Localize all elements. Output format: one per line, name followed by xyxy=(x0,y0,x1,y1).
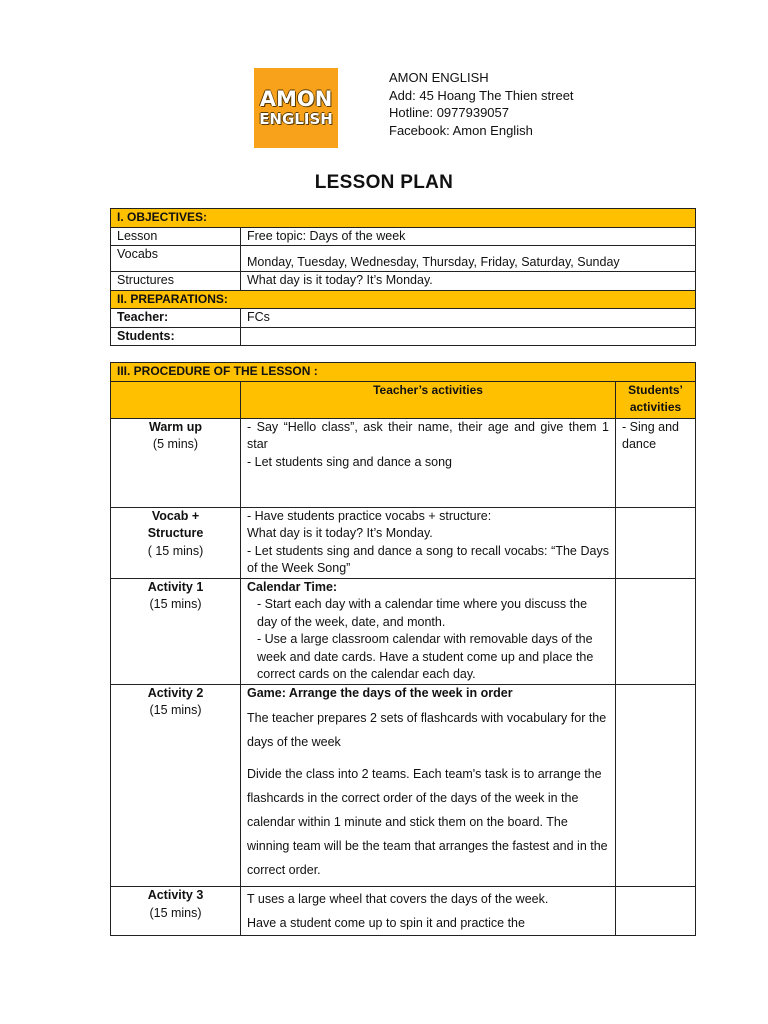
column-students-line-1: Students’ xyxy=(628,382,683,397)
objectives-header: I. OBJECTIVES: xyxy=(111,209,696,228)
table-row xyxy=(111,327,696,346)
vocabs-value: Monday, Tuesday, Wednesday, Thursday, Friday, Saturday, Sunday xyxy=(241,246,696,272)
table-row xyxy=(111,227,696,246)
procedure-column-row xyxy=(111,381,696,418)
activity1-heading: Calendar Time: xyxy=(247,579,338,594)
preparations-header: II. PREPARATIONS: xyxy=(111,290,696,309)
warmup-teacher-1: - Say “Hello class”, ask their name, their age and give them 1 star xyxy=(247,419,609,451)
activity2-heading: Game: Arrange the days of the week in order xyxy=(247,685,513,700)
objectives-table xyxy=(110,208,696,346)
structures-label: Structures xyxy=(111,272,241,291)
page-title: LESSON PLAN xyxy=(314,172,454,193)
table-row xyxy=(111,887,696,936)
warmup-students: - Sing and dance xyxy=(616,418,696,507)
vocab-teacher xyxy=(241,507,616,578)
table-row xyxy=(111,684,696,887)
column-teacher-activities: Teacher’s activities xyxy=(241,381,616,418)
activity1-students xyxy=(616,578,696,684)
warmup-name: Warm up xyxy=(148,419,202,434)
company-address: Add: 45 Hoang The Thien street xyxy=(389,87,574,103)
activity3-teacher xyxy=(241,887,616,936)
activity1-teacher-1: - Start each day with a calendar time where you discuss the day of the week, date, and month. xyxy=(257,597,588,629)
activity3-time: (15 mins) xyxy=(149,905,202,920)
procedure-table xyxy=(110,362,696,936)
vocab-teacher-3: - Let students sing and dance a song to recall vocabs: “The Days of the Week Song” xyxy=(247,543,609,575)
activity3-stage xyxy=(111,887,241,936)
objectives-header-row xyxy=(111,209,696,228)
logo-line-1: AMON xyxy=(259,87,333,111)
activity2-teacher xyxy=(241,684,616,887)
company-name: AMON ENGLISH xyxy=(389,70,489,85)
activity1-stage xyxy=(111,578,241,684)
column-stage xyxy=(111,381,241,418)
vocab-time: ( 15 mins) xyxy=(147,543,204,558)
warmup-stage xyxy=(111,418,241,507)
activity2-teacher-1: The teacher prepares 2 sets of flashcards with vocabulary for the days of the week xyxy=(247,711,607,749)
vocab-name-1: Vocab + xyxy=(151,508,200,523)
activity2-name: Activity 2 xyxy=(147,685,204,700)
structures-value: What day is it today? It’s Monday. xyxy=(241,272,696,291)
vocab-teacher-1: - Have students practice vocabs + structure: xyxy=(247,508,492,523)
procedure-header-row xyxy=(111,363,696,382)
vocab-students xyxy=(616,507,696,578)
activity1-time: (15 mins) xyxy=(149,597,202,611)
table-row xyxy=(111,578,696,684)
table-row xyxy=(111,507,696,578)
table-row xyxy=(111,418,696,507)
students-value xyxy=(241,327,696,346)
warmup-teacher-2: - Let students sing and dance a song xyxy=(247,454,453,469)
students-label: Students: xyxy=(111,327,241,346)
warmup-time: (5 mins) xyxy=(152,437,199,451)
activity2-teacher-2: Divide the class into 2 teams. Each team's task is to arrange the flashcards in the correct order of the days of the week in the calendar within 1 minute and stick them on the board. The winning team will be the team that arranges the fastest and in the correct order. xyxy=(247,767,608,877)
activity3-teacher-2: Have a student come up to spin it and practice the xyxy=(247,916,525,930)
vocab-stage xyxy=(111,507,241,578)
activity3-name: Activity 3 xyxy=(147,888,204,902)
activity3-teacher-1: T uses a large wheel that covers the days of the week. xyxy=(247,892,549,906)
activity3-students xyxy=(616,887,696,936)
company-info xyxy=(389,69,574,139)
column-students-activities xyxy=(616,381,696,418)
procedure-header: III. PROCEDURE OF THE LESSON : xyxy=(111,363,696,382)
activity2-stage xyxy=(111,684,241,887)
vocab-name-2: Structure xyxy=(147,526,204,540)
lesson-value: Free topic: Days of the week xyxy=(241,227,696,246)
table-row xyxy=(111,246,696,272)
company-hotline: Hotline: 0977939057 xyxy=(389,105,509,120)
activity1-teacher-2: - Use a large classroom calendar with removable days of the week and date cards. Have a student come up and place the correct cards on the calendar each day. xyxy=(257,632,594,681)
activity2-time: (15 mins) xyxy=(149,703,202,717)
activity1-name: Activity 1 xyxy=(147,579,204,594)
activity1-teacher xyxy=(241,578,616,684)
activity2-students xyxy=(616,684,696,887)
vocab-teacher-2: What day is it today? It’s Monday. xyxy=(247,526,433,540)
amon-english-logo xyxy=(254,68,338,148)
preparations-header-row xyxy=(111,290,696,309)
vocabs-label: Vocabs xyxy=(111,246,241,272)
teacher-value: FCs xyxy=(241,309,696,328)
teacher-label: Teacher: xyxy=(111,309,241,328)
column-students-line-2: activities xyxy=(629,400,682,414)
company-facebook: Facebook: Amon English xyxy=(389,122,533,138)
table-row xyxy=(111,309,696,328)
lesson-label: Lesson xyxy=(111,227,241,246)
table-row xyxy=(111,272,696,291)
logo-line-2: ENGLISH xyxy=(259,110,333,128)
warmup-teacher xyxy=(241,418,616,507)
